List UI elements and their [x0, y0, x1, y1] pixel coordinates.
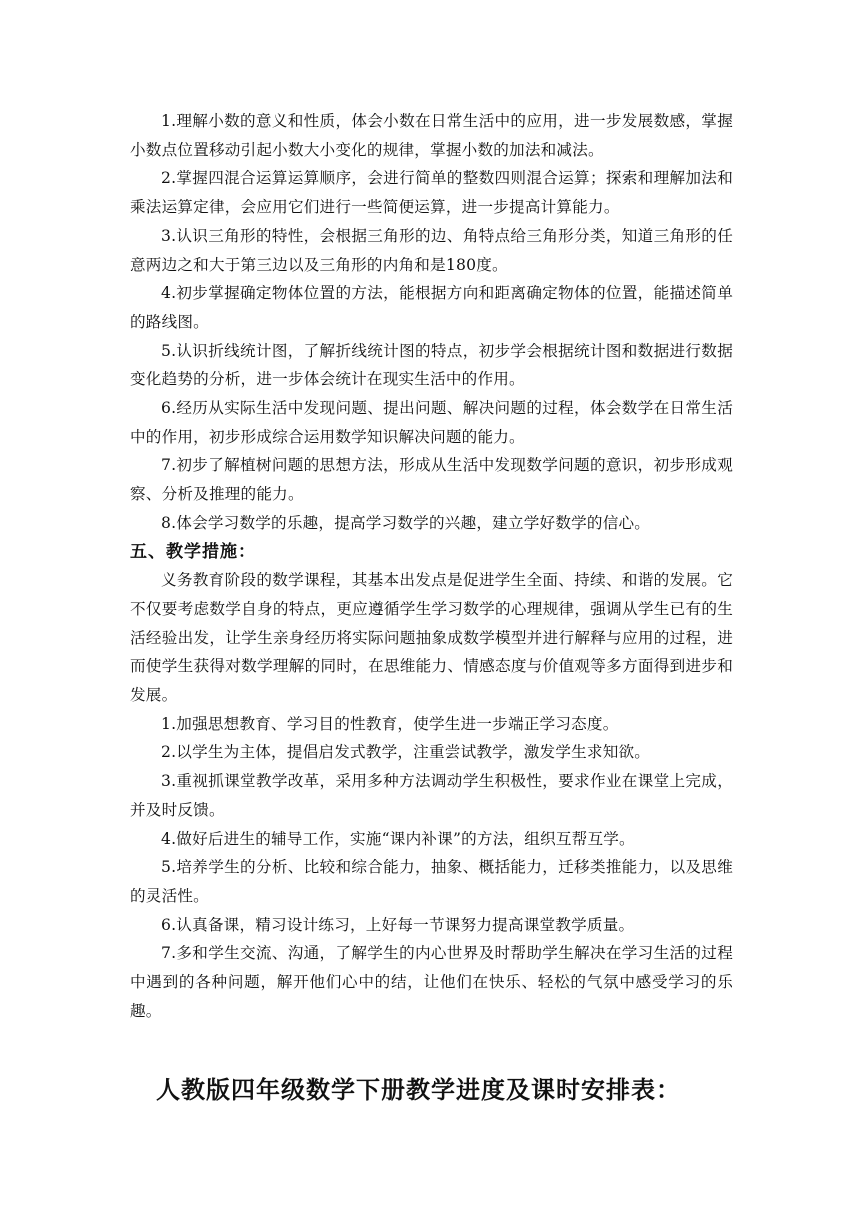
section-heading-teaching-measures: 五、教学措施： — [130, 541, 256, 562]
measure-item: 1.加强思想教育、学习目的性教育，使学生进一步端正学习态度。 — [161, 714, 619, 733]
objective-item: 8.体会学习数学的乐趣，提高学习数学的兴趣，建立学好数学的信心。 — [161, 513, 651, 532]
measure-item: 5.培养学生的分析、比较和综合能力，抽象、概括能力，迁移类推能力，以及思维的灵活性。 — [130, 858, 733, 905]
document-body — [130, 107, 733, 1026]
measure-item: 2.以学生为主体，提倡启发式教学，注重尝试教学，激发学生求知欲。 — [161, 743, 651, 762]
measure-item: 4.做好后进生的辅导工作，实施“课内补课”的方法，组织互帮互学。 — [161, 829, 635, 848]
measure-item: 3.重视抓课堂教学改革，采用多种方法调动学生积极性，要求作业在课堂上完成，并及时反馈。 — [130, 772, 733, 819]
objective-item: 3.认识三角形的特性，会根据三角形的边、角特点给三角形分类，知道三角形的任意两边之和大于第三边以及三角形的内角和是180度。 — [130, 226, 733, 274]
measure-item: 6.认真备课，精习设计练习，上好每一节课努力提高课堂教学质量。 — [161, 915, 635, 934]
objective-item: 1.理解小数的意义和性质，体会小数在日常生活中的应用，进一步发展数感，掌握小数点位置移动引起小数大小变化的规律，掌握小数的加法和减法。 — [130, 112, 733, 159]
measure-item: 7.多和学生交流、沟通，了解学生的内心世界及时帮助学生解决在学习生活的过程中遇到的各种问题，解开他们心中的结，让他们在快乐、轻松的气氛中感受学习的乐趣。 — [130, 944, 733, 1020]
section-intro-paragraph: 义务教育阶段的数学课程，其基本出发点是促进学生全面、持续、和谐的发展。它不仅要考虑数学自身的特点，更应遵循学生学习数学的心理规律，强调从学生已有的生活经验出发，让学生亲身经历将实际问题抽象成数学模型并进行解释与应用的过程，进而使学生获得对数学理解的同时，在思维能力、情感态度与价值观等多方面得到进步和发展。 — [130, 571, 733, 705]
objective-item: 5.认识折线统计图，了解折线统计图的特点，初步学会根据统计图和数据进行数据变化趋势的分析，进一步体会统计在现实生活中的作用。 — [130, 341, 733, 389]
objective-item: 4.初步掌握确定物体位置的方法，能根据方向和距离确定物体的位置，能描述简单的路线图。 — [130, 284, 733, 331]
schedule-table-title: 人教版四年级数学下册教学进度及课时安排表： — [156, 1076, 681, 1105]
objective-item: 6.经历从实际生活中发现问题、提出问题、解决问题的过程，体会数学在日常生活中的作用，初步形成综合运用数学知识解决问题的能力。 — [130, 399, 733, 446]
objective-item: 7.初步了解植树问题的思想方法，形成从生活中发现数学问题的意识，初步形成观察、分析及推理的能力。 — [130, 456, 733, 504]
objective-item: 2.掌握四混合运算运算顺序，会进行简单的整数四则混合运算；探索和理解加法和乘法运算定律，会应用它们进行一些简便运算，进一步提高计算能力。 — [130, 169, 733, 217]
